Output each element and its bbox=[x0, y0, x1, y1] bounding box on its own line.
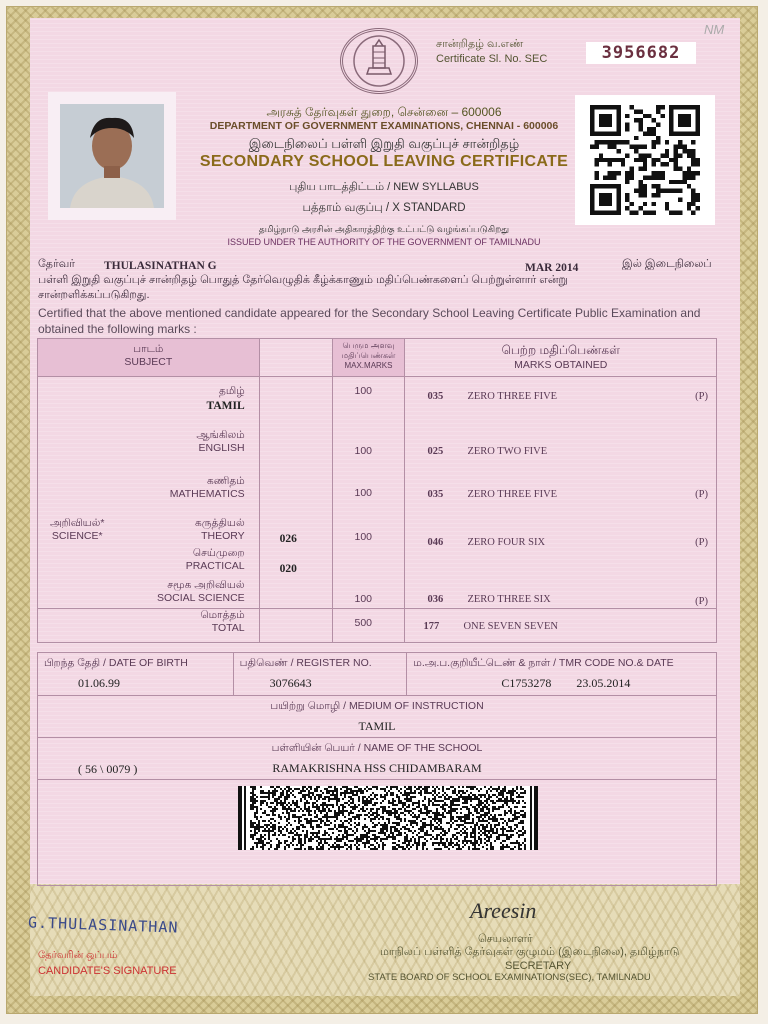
max-mark: 100 bbox=[354, 385, 373, 397]
max-marks-cell bbox=[332, 377, 405, 609]
secretary-signature: Areesin bbox=[470, 898, 537, 923]
total-score: 177 bbox=[423, 621, 440, 632]
subject-label-en: THEORY bbox=[201, 530, 245, 542]
score-words: ZERO THREE SIX bbox=[467, 594, 551, 605]
head-obtained bbox=[405, 339, 717, 377]
tmr-date: 23.05.2014 bbox=[576, 676, 631, 690]
subject-science-practical bbox=[186, 547, 245, 572]
subject-label-tamil: தமிழ் bbox=[219, 385, 245, 397]
head-subject-tamil: பாடம் bbox=[133, 343, 164, 355]
pass-mark: (P) bbox=[695, 596, 708, 607]
subject-label-tamil: ஆங்கிலம் bbox=[196, 429, 245, 441]
head-max-en: MAX.MARKS bbox=[344, 361, 393, 370]
issued-tamil: தமிழ்நாடு அரசின் அதிகாரத்திற்கு உட்பட்டு வழங்கப்படுகிறது bbox=[258, 224, 510, 234]
tmr-label: ம.அ.ப.குறியீட்டெண் & நாள் / TMR CODE NO.& DATE bbox=[413, 657, 674, 669]
tmr-cell bbox=[407, 653, 717, 696]
board-name: STATE BOARD OF SCHOOL EXAMINATIONS(SEC), TAMILNADU bbox=[368, 972, 651, 983]
candidate-signature-label-tamil: தேர்வரின் ஒப்பம் bbox=[38, 950, 118, 961]
sub-marks-cell bbox=[259, 377, 332, 609]
candidate-line3-tamil: சான்றளிக்கப்படுகிறது. bbox=[38, 289, 150, 301]
head-subject-en: SUBJECT bbox=[124, 356, 173, 368]
corner-mark: NM bbox=[704, 22, 725, 37]
medium-value: TAMIL bbox=[358, 719, 396, 733]
school-cell bbox=[38, 738, 717, 780]
secretary-label: SECRETARY bbox=[505, 960, 572, 972]
score-words: ZERO FOUR SIX bbox=[467, 537, 546, 548]
head-max bbox=[332, 339, 405, 377]
score-words: ZERO THREE FIVE bbox=[467, 391, 558, 402]
pass-mark: (P) bbox=[695, 489, 708, 500]
issued-authority: ISSUED UNDER THE AUTHORITY OF THE GOVERNMENT OF TAMILNADU bbox=[227, 237, 541, 247]
school-name: RAMAKRISHNA HSS CHIDAMBARAM bbox=[272, 761, 482, 775]
subject-label-en: PRACTICAL bbox=[185, 560, 245, 572]
head-blank bbox=[259, 339, 332, 377]
syllabus: புதிய பாடத்திட்டம் / NEW SYLLABUS bbox=[289, 181, 479, 193]
tamilnadu-emblem-icon bbox=[340, 28, 418, 94]
dob-label: பிறந்த தேதி / DATE OF BIRTH bbox=[44, 657, 188, 669]
science-group-tamil: அறிவியல்* bbox=[50, 517, 105, 529]
subject-label-tamil: செய்முறை bbox=[192, 547, 245, 559]
marks-table bbox=[37, 338, 717, 643]
head-max-tamil: பெரும அளவு மதிப்பெண்கள் bbox=[341, 341, 396, 360]
head-subject bbox=[38, 339, 260, 377]
certificate-title: SECONDARY SCHOOL LEAVING CERTIFICATE bbox=[199, 153, 569, 170]
max-mark: 100 bbox=[354, 593, 373, 605]
subject-label-en: TAMIL bbox=[206, 400, 245, 412]
total-sub-cell bbox=[259, 609, 332, 643]
medium-cell bbox=[38, 696, 717, 738]
dept-name: DEPARTMENT OF GOVERNMENT EXAMINATIONS, CHENNAI - 600006 bbox=[209, 120, 559, 132]
candidate-suffix-tamil: இல் இடைநிலைப் bbox=[622, 258, 712, 270]
tmr-code: C1753278 bbox=[501, 676, 552, 690]
subject-label-tamil: கணிதம் bbox=[207, 475, 245, 487]
candidate-signature-label: CANDIDATE'S SIGNATURE bbox=[38, 965, 177, 977]
subject-label-tamil: சமூக அறிவியல் bbox=[167, 579, 245, 591]
science-group bbox=[50, 517, 104, 542]
total-obtained-cell bbox=[405, 609, 717, 643]
details-table bbox=[37, 652, 717, 886]
reg-cell bbox=[233, 653, 407, 696]
head-obtained-tamil: பெற்ற மதிப்பெண்கள் bbox=[501, 343, 620, 357]
theory-sub-mark: 026 bbox=[279, 533, 297, 545]
total-label-en: TOTAL bbox=[211, 622, 245, 634]
barcode bbox=[238, 786, 538, 850]
max-mark: 100 bbox=[354, 445, 373, 457]
candidate-prefix-tamil: தேர்வர் bbox=[38, 258, 75, 270]
secretary-board-tamil: மாநிலப் பள்ளித் தேர்வுகள் குழுமம் (இடைநிலை), தமிழ்நாடு bbox=[380, 946, 680, 958]
school-code: ( 56 \ 0079 ) bbox=[78, 762, 138, 776]
score: 036 bbox=[427, 594, 444, 605]
score: 035 bbox=[427, 489, 444, 500]
score-words: ZERO THREE FIVE bbox=[467, 489, 558, 500]
max-mark: 100 bbox=[354, 531, 373, 543]
candidate-line2-tamil: பள்ளி இறுதி வகுப்புச் சான்றிதழ் பொதுத் தேர்வெழுதிக் கீழ்க்காணும் மதிப்பெண்களைப் பெற்றுள்ளார் என்று bbox=[38, 274, 568, 286]
score: 025 bbox=[427, 446, 444, 457]
medium-label: பயிற்று மொழி / MEDIUM OF INSTRUCTION bbox=[270, 700, 484, 712]
title-tamil: இடைநிலைப் பள்ளி இறுதி வகுப்புச் சான்றிதழ் bbox=[248, 136, 520, 151]
exam-month: MAR 2014 bbox=[525, 262, 579, 274]
serial-label-tamil: சான்றிதழ் வ.எண் bbox=[436, 38, 524, 50]
dob-cell bbox=[38, 653, 234, 696]
total-words: ONE SEVEN SEVEN bbox=[463, 621, 558, 632]
total-max: 500 bbox=[332, 609, 405, 643]
reg-value: 3076643 bbox=[269, 676, 312, 690]
dob-value: 01.06.99 bbox=[78, 676, 120, 690]
pass-mark: (P) bbox=[695, 537, 708, 548]
science-group-en: SCIENCE* bbox=[51, 530, 103, 542]
score: 046 bbox=[427, 537, 444, 548]
score: 035 bbox=[427, 391, 444, 402]
standard: பத்தாம் வகுப்பு / X STANDARD bbox=[302, 202, 466, 214]
total-label-tamil: மொத்தம் bbox=[200, 609, 245, 621]
subject-label-en: SOCIAL SCIENCE bbox=[156, 592, 245, 604]
secretary-tamil: செயலாளர் bbox=[478, 933, 533, 945]
subject-science-theory bbox=[195, 517, 245, 542]
score-words: ZERO TWO FIVE bbox=[467, 446, 548, 457]
obtained-cell bbox=[405, 377, 717, 609]
head-obtained-en: MARKS OBTAINED bbox=[514, 359, 608, 371]
reg-label: பதிவெண் / REGISTER NO. bbox=[239, 657, 372, 669]
pass-mark: (P) bbox=[695, 391, 708, 402]
subject-maths bbox=[170, 475, 245, 500]
subject-social bbox=[157, 579, 245, 604]
certification-text: Certified that the above mentioned candidate appeared for the Secondary School Leaving Certificate Public Examination and obtained the following marks : bbox=[38, 306, 701, 336]
total-label-cell bbox=[38, 609, 260, 643]
school-label: பள்ளியின் பெயர் / NAME OF THE SCHOOL bbox=[271, 742, 483, 754]
practical-sub-mark: 020 bbox=[279, 563, 297, 575]
max-mark: 100 bbox=[354, 487, 373, 499]
subject-english bbox=[196, 429, 244, 454]
candidate-name: THULASINATHAN G bbox=[104, 260, 217, 272]
serial-number: 3956682 bbox=[586, 42, 696, 64]
subject-tamil bbox=[207, 385, 245, 412]
serial-label: Certificate Sl. No. SEC bbox=[436, 53, 548, 65]
candidate-handwritten-signature: G.THULASINATHAN bbox=[27, 913, 179, 937]
dept-tamil: அரசுத் தேர்வுகள் துறை, சென்னை – 600006 bbox=[266, 105, 502, 119]
subject-label-en: MATHEMATICS bbox=[169, 488, 245, 500]
subject-label-tamil: கருத்தியல் bbox=[195, 517, 245, 529]
subject-label-en: ENGLISH bbox=[198, 442, 245, 454]
subjects-cell bbox=[38, 377, 260, 609]
